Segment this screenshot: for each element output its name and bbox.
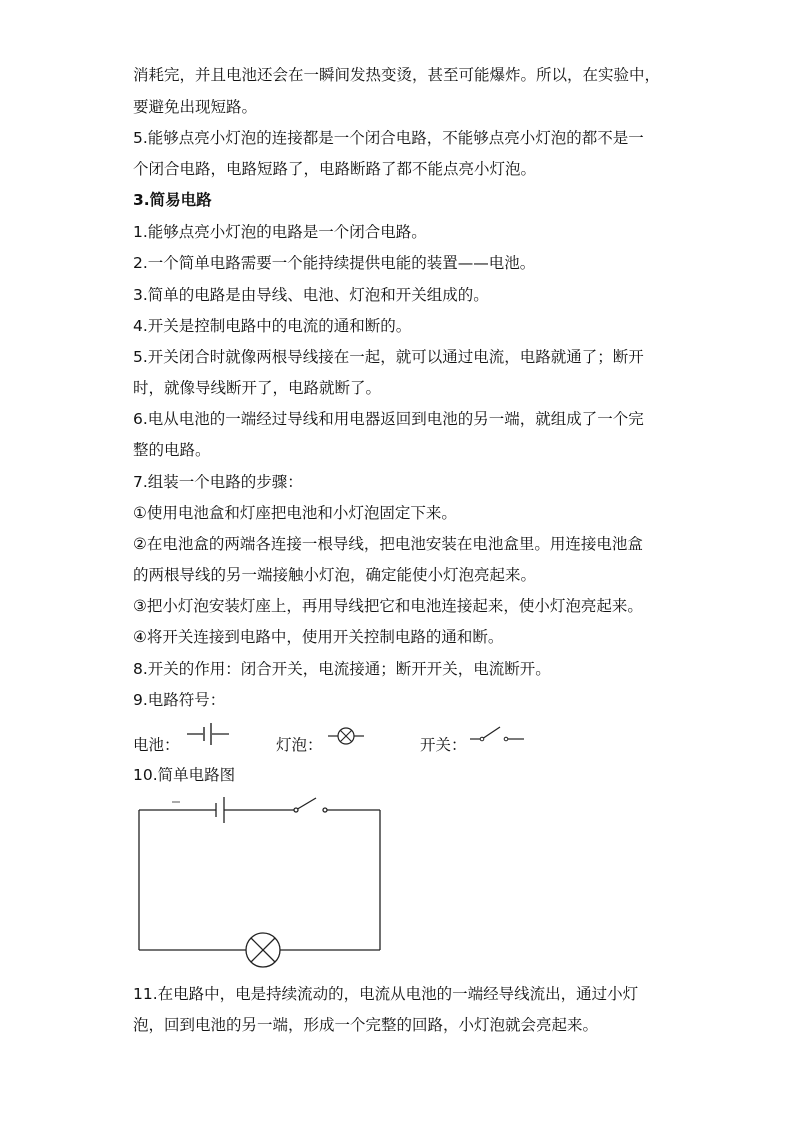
- battery-label: 电池：: [133, 736, 180, 754]
- text-line: 8.开关的作用：闭合开关，电流接通；断开开关，电流断开。: [133, 660, 551, 678]
- switch-symbol-icon: [468, 722, 528, 748]
- text-line: ③把小灯泡安装灯座上，再用导线把它和电池连接起来，使小灯泡亮起来。: [133, 597, 643, 615]
- text-line: 的两根导线的另一端接触小灯泡，确定能使小灯泡亮起来。: [133, 566, 537, 584]
- text-line: 个闭合电路，电路短路了，电路断路了都不能点亮小灯泡。: [133, 160, 537, 178]
- text-line: 时，就像导线断开了，电路就断了。: [133, 379, 382, 397]
- bulb-symbol-icon: [326, 724, 366, 750]
- text-line: 6.电从电池的一端经过导线和用电器返回到电池的另一端，就组成了一个完: [133, 410, 644, 428]
- text-line: 消耗完，并且电池还会在一瞬间发热变烫，甚至可能爆炸。所以，在实验中，: [133, 66, 661, 84]
- text-line: ④将开关连接到电路中，使用开关控制电路的通和断。: [133, 628, 504, 646]
- text-line: 泡，回到电池的另一端，形成一个完整的回路，小灯泡就会亮起来。: [133, 1016, 599, 1034]
- text-line: 11.在电路中，电是持续流动的，电流从电池的一端经导线流出，通过小灯: [133, 985, 639, 1003]
- circuit-diagram: [132, 792, 392, 972]
- text-line: 9.电路符号：: [133, 691, 226, 709]
- text-line: 5.开关闭合时就像两根导线接在一起，就可以通过电流，电路就通了；断开: [133, 348, 644, 366]
- text-line: 4.开关是控制电路中的电流的通和断的。: [133, 317, 412, 335]
- bulb-label: 灯泡：: [276, 736, 323, 754]
- text-line: 要避免出现短路。: [133, 98, 258, 116]
- text-line: 整的电路。: [133, 441, 211, 459]
- switch-label: 开关：: [420, 736, 467, 754]
- text-line: 2.一个简单电路需要一个能持续提供电能的装置——电池。: [133, 254, 536, 272]
- text-line: 3.简单的电路是由导线、电池、灯泡和开关组成的。: [133, 286, 489, 304]
- text-line: 5.能够点亮小灯泡的连接都是一个闭合电路，不能够点亮小灯泡的都不是一: [133, 129, 644, 147]
- circuit-title: 10.简单电路图: [133, 766, 236, 784]
- text-line: ①使用电池盒和灯座把电池和小灯泡固定下来。: [133, 504, 457, 522]
- text-line: 7.组装一个电路的步骤：: [133, 473, 303, 491]
- battery-symbol-icon: [185, 722, 233, 748]
- text-line: ②在电池盒的两端各连接一根导线，把电池安装在电池盒里。用连接电池盒: [133, 535, 643, 553]
- text-line: 1.能够点亮小灯泡的电路是一个闭合电路。: [133, 223, 427, 241]
- section-heading: 3.简易电路: [133, 191, 212, 209]
